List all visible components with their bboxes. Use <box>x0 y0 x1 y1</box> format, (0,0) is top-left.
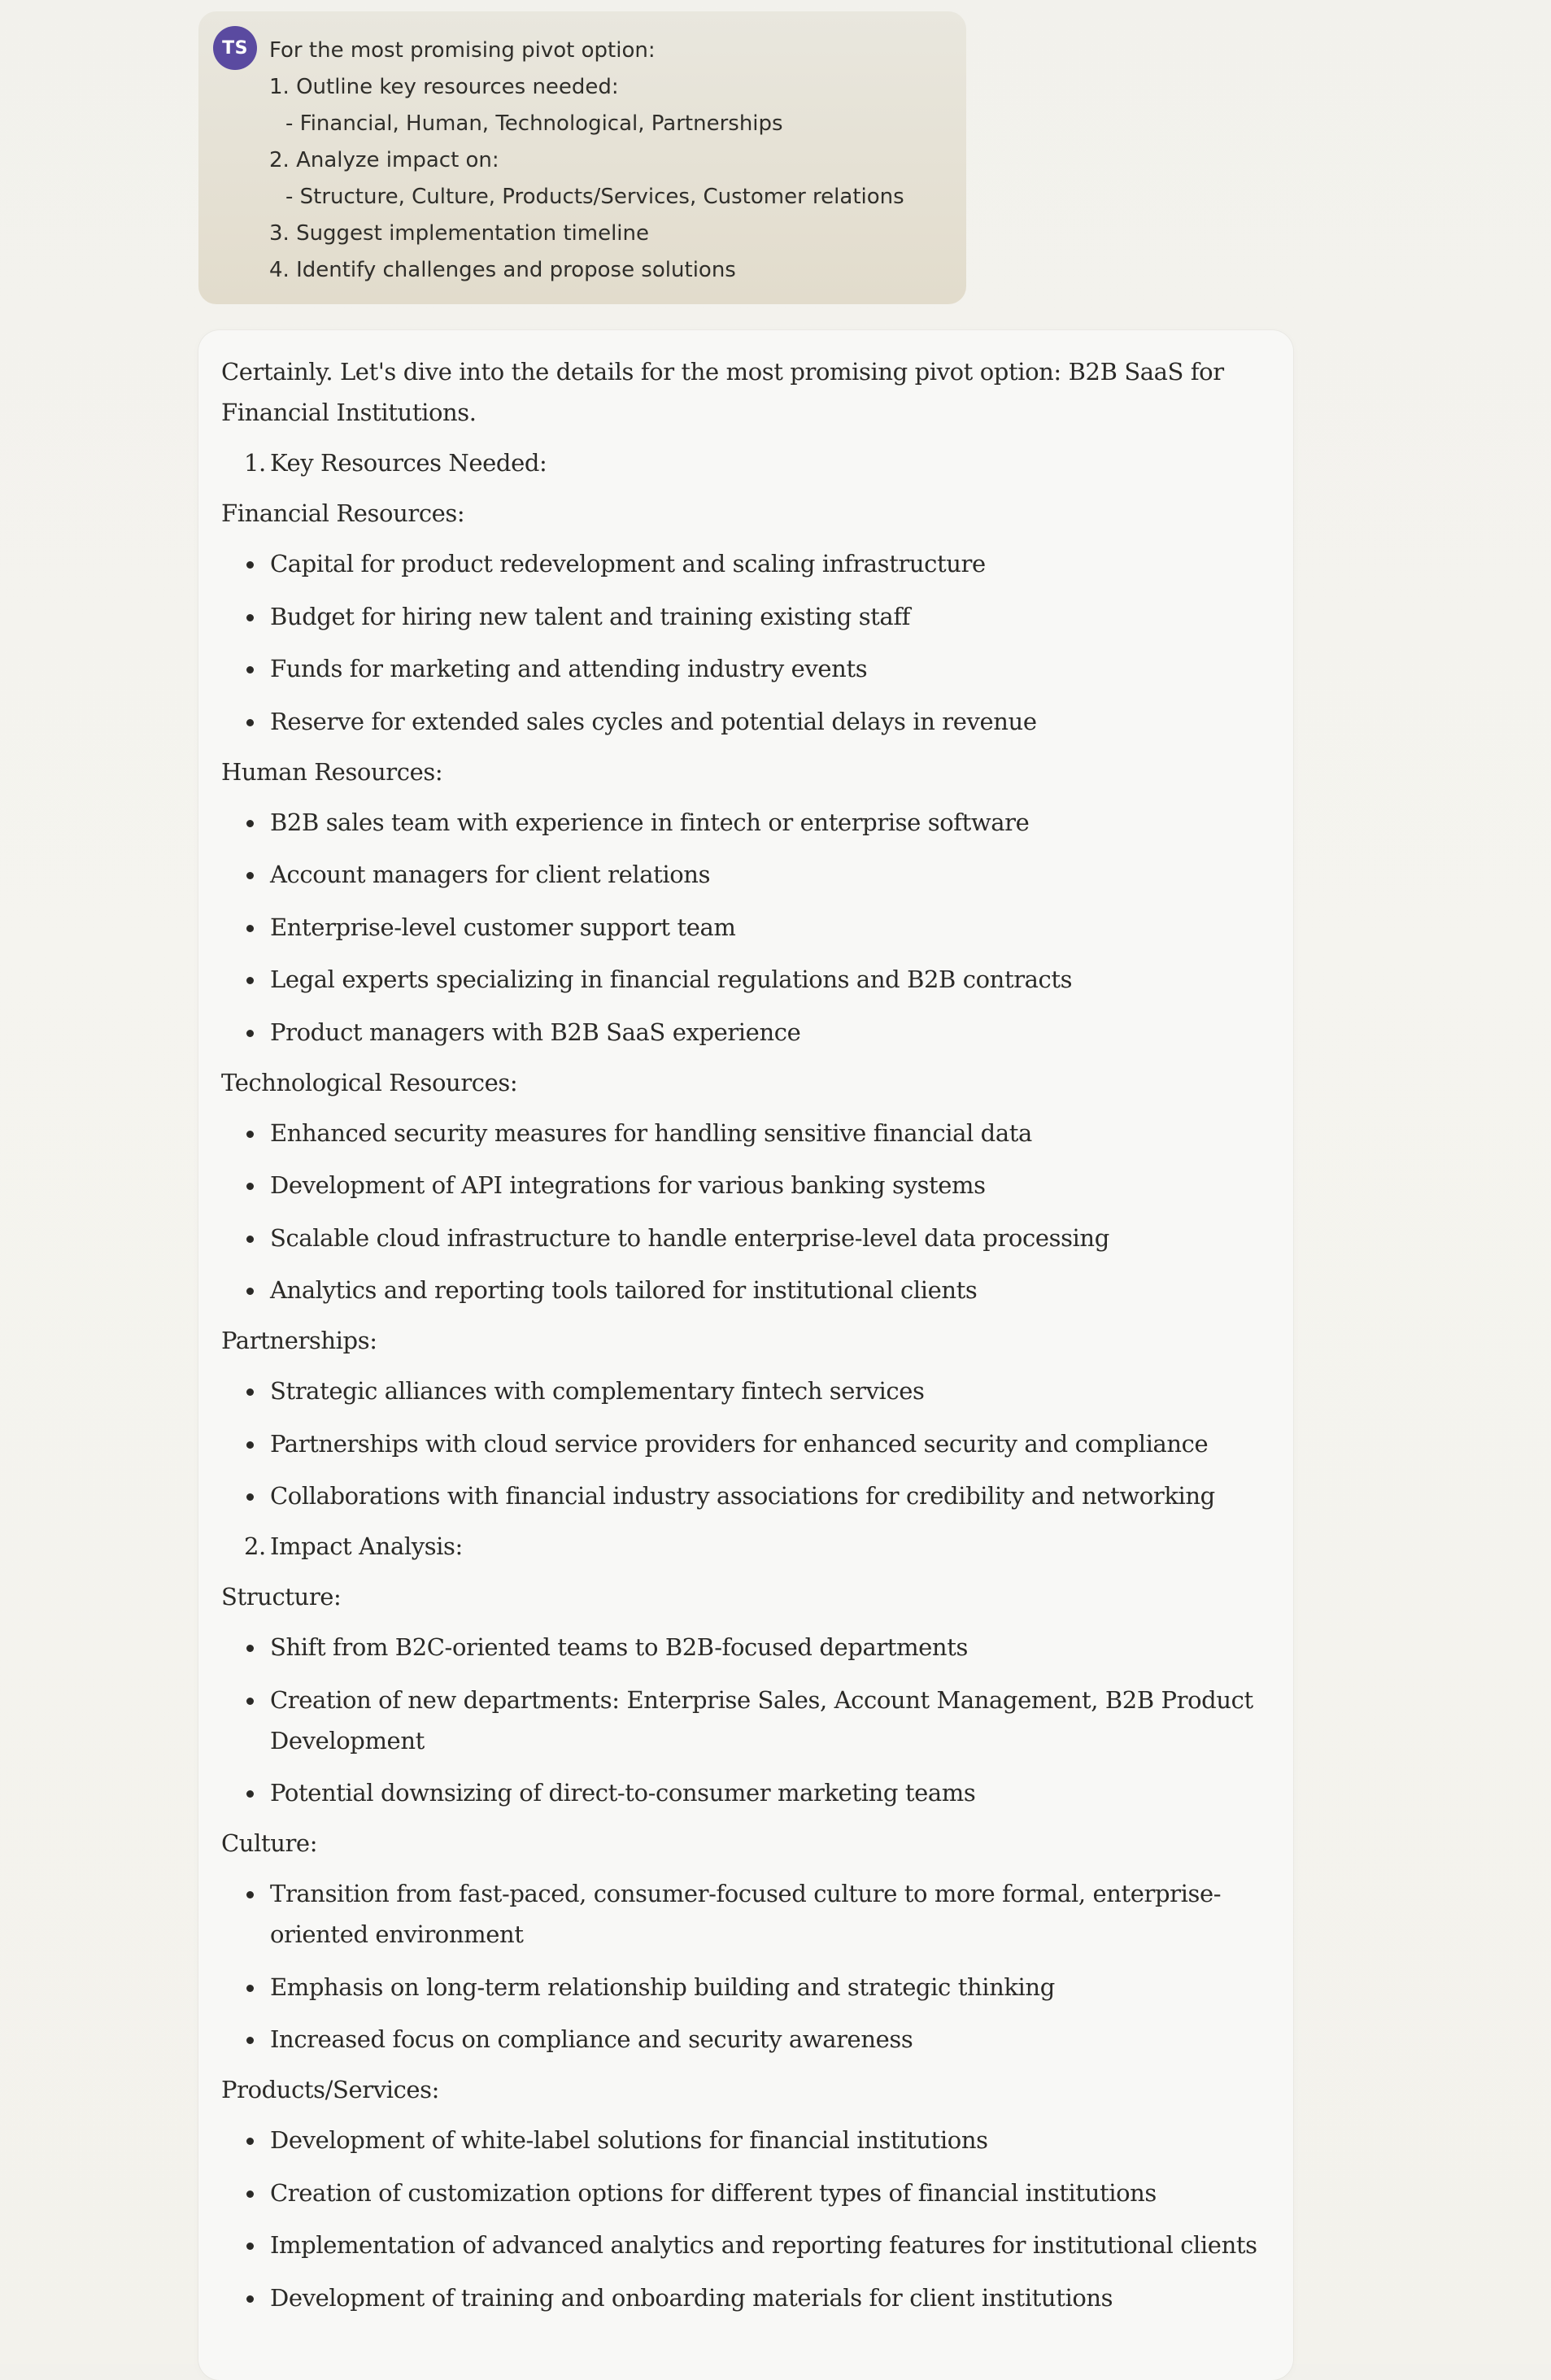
list-number: 2. <box>244 1532 266 1560</box>
assistant-response-card <box>198 330 1293 2380</box>
list-item-text: Partnerships with cloud service providers for enhanced security and compliance <box>270 1429 1209 1458</box>
list-item-text: Account managers for client relations <box>270 861 711 888</box>
list-item-text: Capital for product redevelopment and scaling infrastructure <box>270 550 986 578</box>
bullet-icon <box>246 925 254 932</box>
user-message-line: - Structure, Culture, Products/Services, Customer relations <box>285 185 904 209</box>
list-item <box>221 2278 1270 2318</box>
bullet-icon <box>246 977 254 984</box>
list-item <box>221 1371 1270 1411</box>
bullet-icon <box>246 666 254 673</box>
list-item <box>221 596 1270 637</box>
bullet-icon <box>246 2138 254 2145</box>
bullet-icon <box>246 614 254 621</box>
list-item-text: Creation of new departments: Enterprise Sales, Account Management, B2B Product Development <box>270 1685 1253 1754</box>
list-item <box>221 802 1270 843</box>
bullet-icon <box>246 561 254 569</box>
user-message-line: 3. Suggest implementation timeline <box>269 221 649 246</box>
list-item-text: Collaborations with financial industry associations for credibility and networking <box>270 1482 1215 1510</box>
user-avatar[interactable]: TS <box>213 26 257 70</box>
response-intro: Certainly. Let's dive into the details for the most promising pivot option: B2B SaaS for Financial Institutions. <box>221 358 1224 426</box>
numbered-heading-label: Impact Analysis: <box>270 1532 463 1560</box>
bullet-list <box>221 802 1270 1053</box>
list-item-text: Enhanced security measures for handling sensitive financial data <box>270 1118 1032 1147</box>
list-item <box>221 1680 1270 1761</box>
user-message-line: 4. Identify challenges and propose solutions <box>269 258 736 282</box>
list-item <box>221 2225 1270 2265</box>
list-item <box>221 1218 1270 1258</box>
bullet-icon <box>246 2037 254 2044</box>
bullet-list <box>221 1371 1270 1516</box>
list-item-text: Potential downsizing of direct-to-consumer marketing teams <box>270 1779 976 1807</box>
list-item-text: Enterprise-level customer support team <box>270 913 736 941</box>
bullet-icon <box>246 1790 254 1798</box>
section-heading-culture: Culture: <box>221 1829 318 1857</box>
user-message-line: 1. Outline key resources needed: <box>269 75 619 99</box>
list-item <box>221 701 1270 742</box>
list-item-text: Scalable cloud infrastructure to handle enterprise-level data processing <box>270 1223 1109 1252</box>
list-item-text: Budget for hiring new talent and training existing staff <box>270 602 910 630</box>
user-message-line: - Financial, Human, Technological, Partnerships <box>285 111 783 136</box>
list-item-text: Implementation of advanced analytics and reporting features for institutional clients <box>270 2231 1257 2259</box>
numbered-heading-label: Key Resources Needed: <box>270 449 547 477</box>
list-item <box>221 854 1270 895</box>
list-item-text: Transition from fast-paced, consumer-focused culture to more formal, enterprise-oriented environment <box>270 1880 1222 1948</box>
bullet-icon <box>246 1131 254 1138</box>
list-item <box>221 543 1270 584</box>
bullet-list <box>221 543 1270 742</box>
section-heading-structure: Structure: <box>221 1583 342 1611</box>
section-heading-financial-resources: Financial Resources: <box>221 499 465 527</box>
list-item <box>221 2120 1270 2160</box>
list-item <box>221 1423 1270 1464</box>
bullet-list <box>221 2120 1270 2318</box>
section-heading-products-services: Products/Services: <box>221 2076 440 2103</box>
section-heading-human-resources: Human Resources: <box>221 757 443 786</box>
bullet-icon <box>246 1441 254 1449</box>
list-item <box>221 2019 1270 2060</box>
list-item-text: Product managers with B2B SaaS experience <box>270 1018 801 1046</box>
bullet-icon <box>246 1645 254 1652</box>
bullet-icon <box>246 1698 254 1705</box>
bullet-icon <box>246 1891 254 1898</box>
bullet-icon <box>246 820 254 827</box>
bullet-icon <box>246 1493 254 1501</box>
bullet-icon <box>246 2243 254 2250</box>
list-item-text: Strategic alliances with complementary fintech services <box>270 1377 925 1405</box>
list-item-text: Development of API integrations for various banking systems <box>270 1171 986 1199</box>
list-item <box>221 959 1270 1000</box>
list-item-text: Emphasis on long-term relationship building and strategic thinking <box>270 1972 1055 2001</box>
list-item-text: Development of training and onboarding materials for client institutions <box>270 2283 1113 2312</box>
list-item <box>221 1967 1270 2007</box>
numbered-heading <box>221 442 1270 483</box>
list-item-text: Increased focus on compliance and security awareness <box>270 2025 913 2053</box>
bullet-icon <box>246 1183 254 1190</box>
bullet-list <box>221 1627 1270 1813</box>
list-item-text: Development of white-label solutions for financial institutions <box>270 2126 988 2154</box>
bullet-list <box>221 1873 1270 2060</box>
list-item <box>221 1113 1270 1153</box>
bullet-icon <box>246 1388 254 1396</box>
list-item-text: Analytics and reporting tools tailored for institutional clients <box>270 1276 978 1304</box>
list-item-text: Reserve for extended sales cycles and potential delays in revenue <box>270 707 1037 735</box>
bullet-icon <box>246 1030 254 1037</box>
bullet-icon <box>246 2295 254 2303</box>
list-item <box>221 1873 1270 1955</box>
list-item <box>221 648 1270 689</box>
list-item-text: Shift from B2C-oriented teams to B2B-focused departments <box>270 1633 968 1661</box>
bullet-icon <box>246 872 254 879</box>
section-heading-partnerships: Partnerships: <box>221 1327 377 1354</box>
list-item <box>221 2173 1270 2213</box>
bullet-icon <box>246 1288 254 1295</box>
list-item-text: B2B sales team with experience in fintech or enterprise software <box>270 808 1030 836</box>
list-item <box>221 1476 1270 1516</box>
list-item <box>221 1270 1270 1310</box>
bullet-icon <box>246 1236 254 1243</box>
bullet-icon <box>246 719 254 726</box>
bullet-icon <box>246 2190 254 2198</box>
list-item <box>221 1165 1270 1205</box>
list-item <box>221 1627 1270 1667</box>
list-item-text: Legal experts specializing in financial regulations and B2B contracts <box>270 966 1073 993</box>
section-heading-technological-resources: Technological Resources: <box>221 1068 518 1096</box>
numbered-heading <box>221 1526 1270 1567</box>
user-message-line: For the most promising pivot option: <box>269 38 656 63</box>
list-item <box>221 907 1270 948</box>
list-item-text: Funds for marketing and attending industry events <box>270 655 868 682</box>
user-message-bubble <box>198 11 966 304</box>
list-item <box>221 1772 1270 1813</box>
user-message-line: 2. Analyze impact on: <box>269 148 499 172</box>
bullet-icon <box>246 1985 254 1992</box>
list-item-text: Creation of customization options for different types of financial institutions <box>270 2178 1157 2207</box>
list-item <box>221 1012 1270 1053</box>
list-number: 1. <box>244 449 266 477</box>
bullet-list <box>221 1113 1270 1311</box>
